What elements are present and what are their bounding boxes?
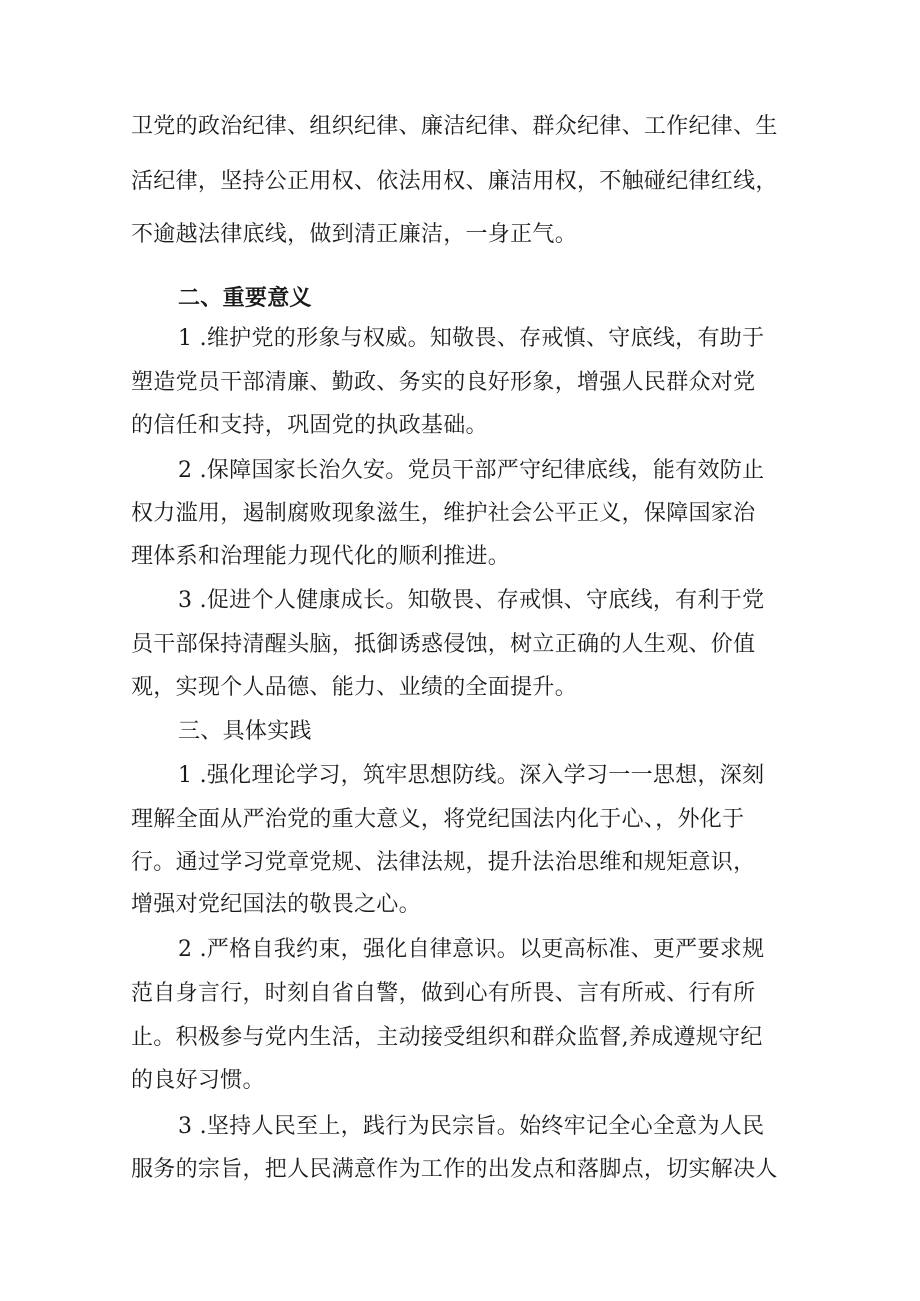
text-line: 2 .保障国家长治久安。党员干部严守纪律底线，能有效防止: [178, 458, 765, 483]
text-line: 范自身言行，时刻自省自警，做到心有所畏、言有所戒、行有所: [131, 981, 756, 1006]
text-line: 2 .严格自我约束，强化自律意识。以更高标准、更严要求规: [178, 937, 765, 962]
text-line: 员干部保持清醒头脑，抵御诱惑侵蚀，树立正确的人生观、价值: [131, 632, 756, 657]
text-line: 增强对党纪国法的敬畏之心。: [131, 892, 421, 917]
text-line: 理体系和治理能力现代化的顺利推进。: [131, 544, 511, 569]
text-line: 塑造党员干部清廉、勤政、务实的良好形象，增强人民群众对党: [131, 370, 756, 395]
text-line: 卫党的政治纪律、组织纪律、廉洁纪律、群众纪律、工作纪律、生: [131, 114, 778, 139]
text-line: 不逾越法律底线，做到清正廉洁，一身正气。: [131, 222, 578, 247]
section-heading: 三、具体实践: [178, 719, 312, 744]
text-line: 服务的宗旨，把人民满意作为工作的出发点和落脚点，切实解决人: [131, 1157, 778, 1182]
text-line: 止。积极参与党内生活，主动接受组织和群众监督,养成遵规守纪: [131, 1025, 763, 1050]
text-line: 行。通过学习党章党规、法律法规，提升法治思维和规矩意识，: [131, 850, 756, 875]
text-line: 理解全面从严治党的重大意义，将党纪国法内化于心、，外化于: [131, 807, 745, 832]
text-line: 3 .促进个人健康成长。知敬畏、存戒惧、守底线，有利于党: [178, 588, 765, 613]
text-line: 1 .强化理论学习，筑牢思想防线。深入学习一一思想，深刻: [178, 763, 765, 788]
text-line: 3 .坚持人民至上，践行为民宗旨。始终牢记全心全意为人民: [178, 1114, 765, 1139]
text-line: 权力滥用，遏制腐败现象滋生，维护社会公平正义，保障国家治: [131, 501, 756, 526]
text-line: 的良好习惯。: [131, 1068, 265, 1093]
text-line: 观，实现个人品德、能力、业绩的全面提升。: [131, 675, 578, 700]
section-heading: 二、重要意义: [178, 285, 312, 311]
text-line: 的信任和支持，巩固党的执政基础。: [131, 413, 488, 438]
text-line: 活纪律，坚持公正用权、依法用权、廉洁用权，不触碰纪律红线，: [131, 169, 778, 194]
text-line: 1 .维护党的形象与权威。知敬畏、存戒慎、守底线，有助于: [178, 326, 765, 351]
